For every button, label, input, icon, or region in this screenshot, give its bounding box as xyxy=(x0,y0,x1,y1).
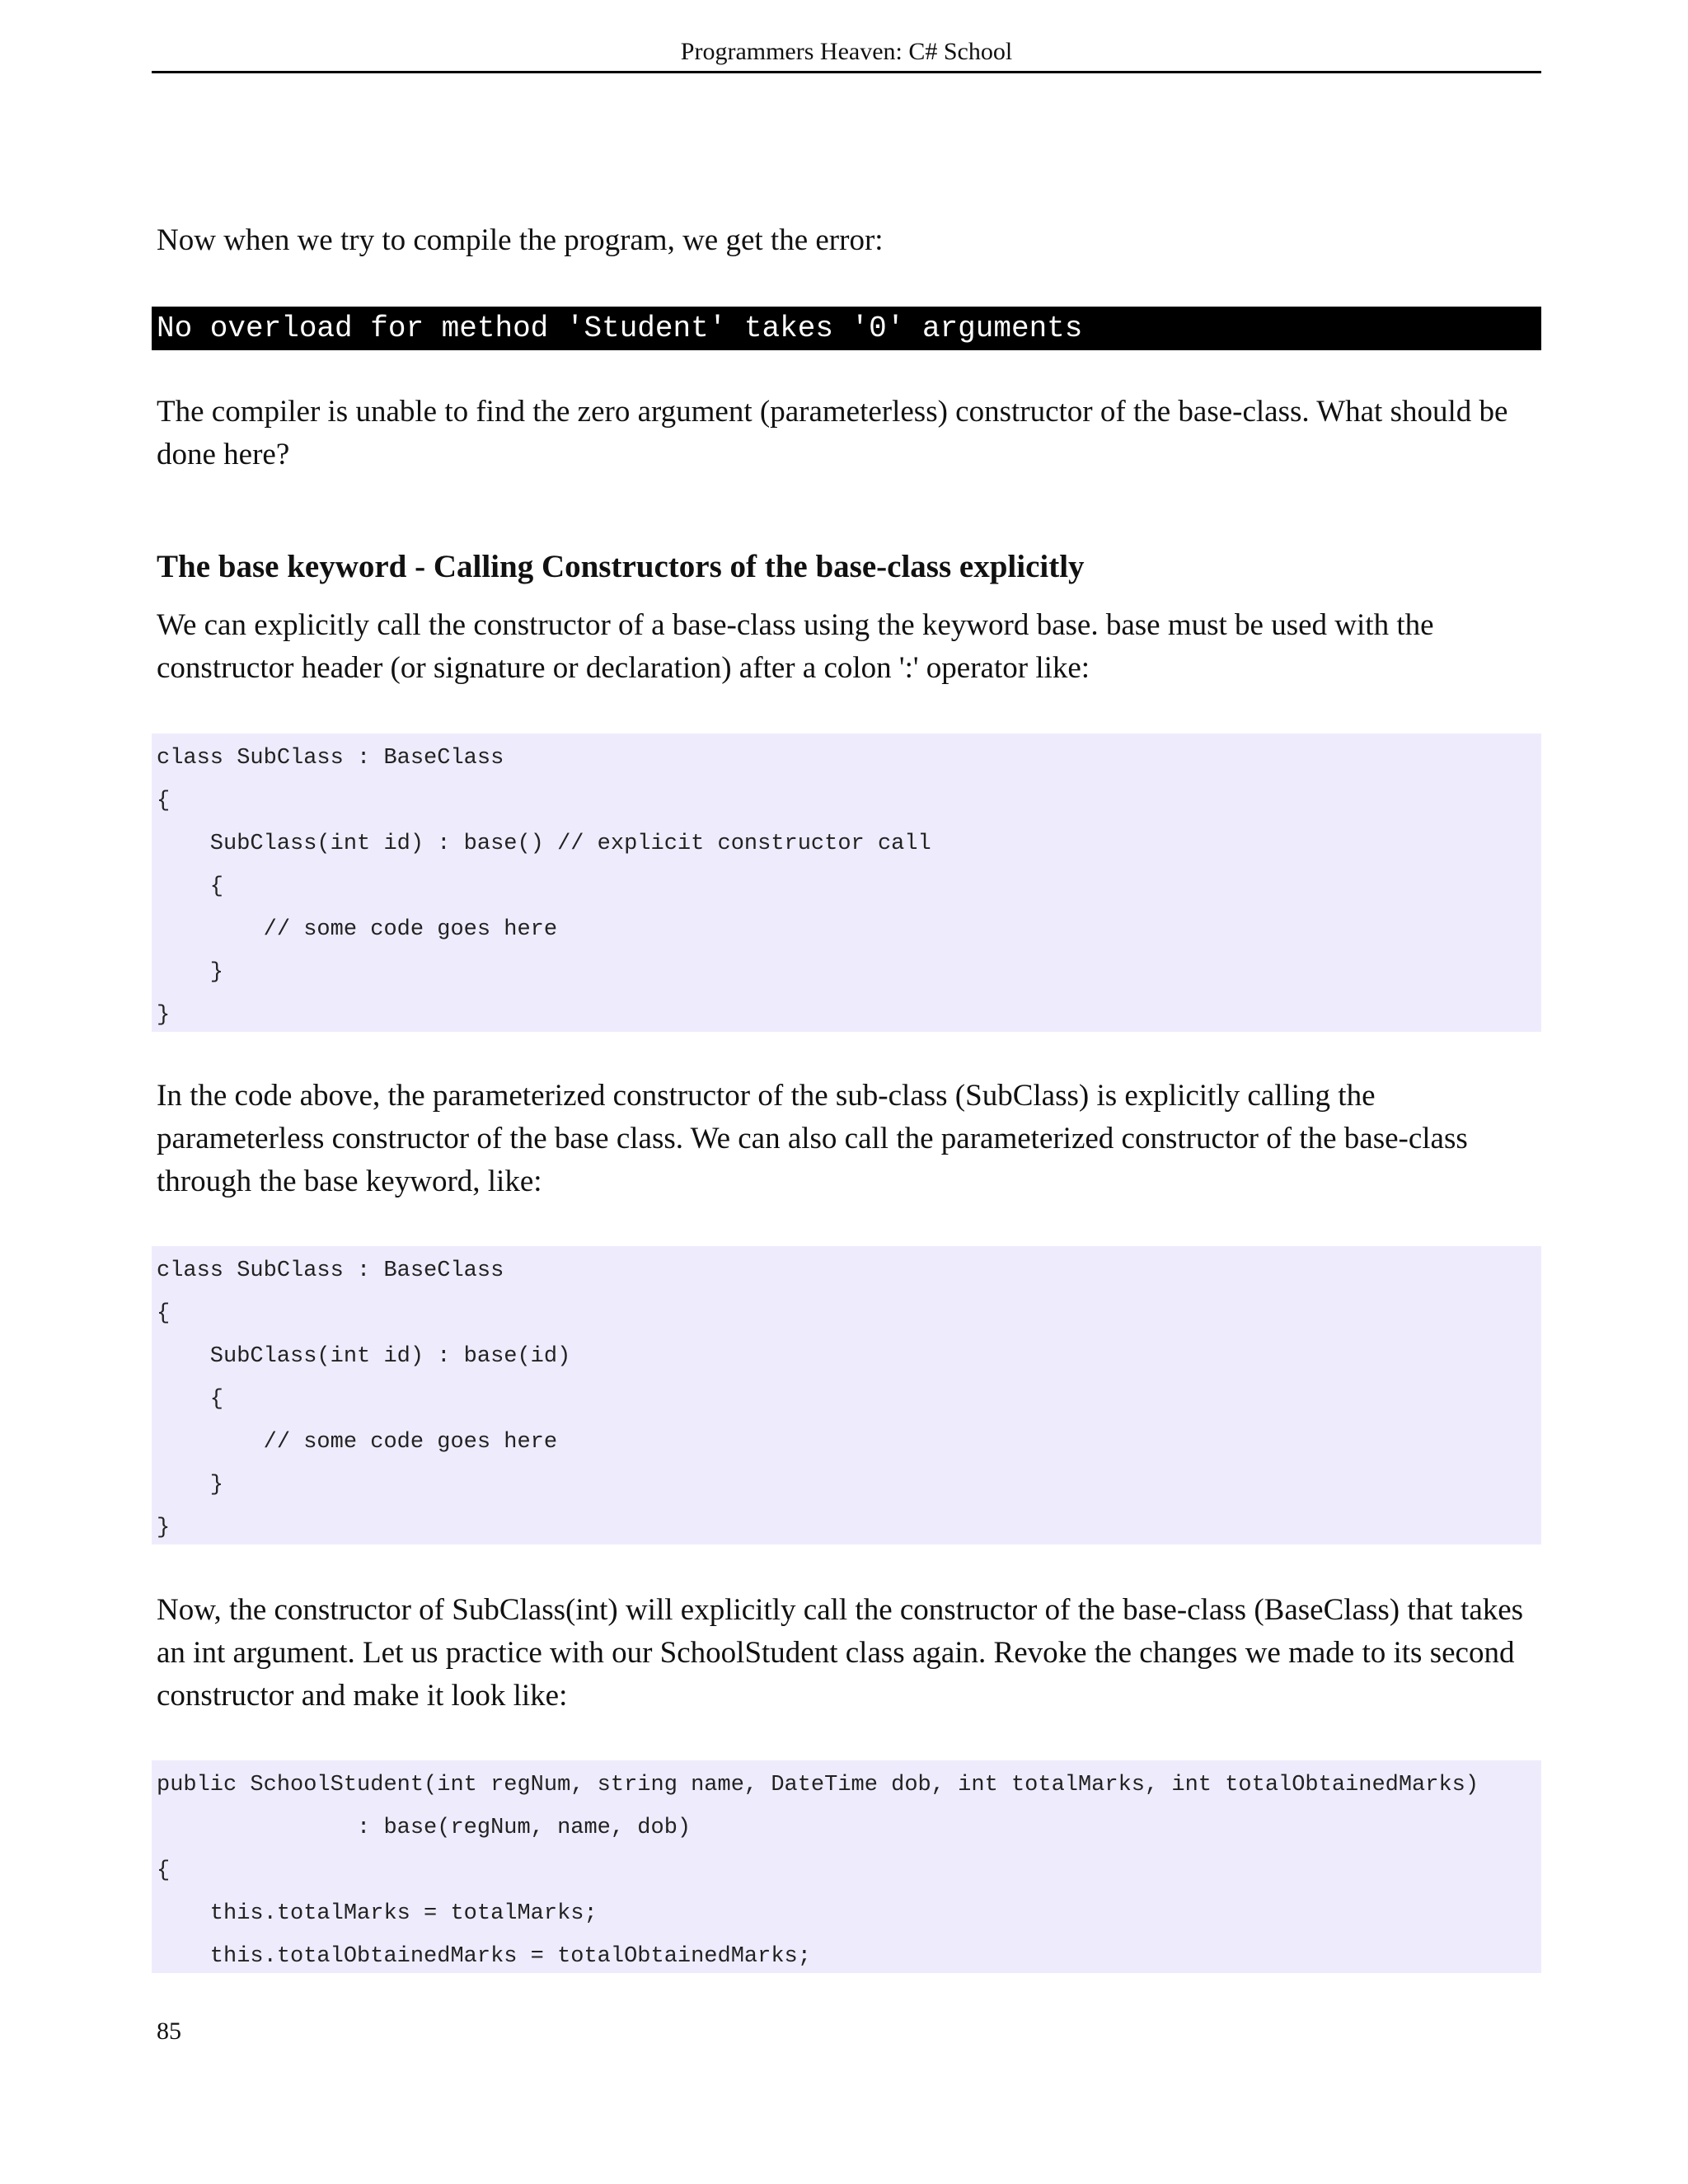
code-line: // some code goes here xyxy=(157,917,558,942)
code-line: public SchoolStudent(int regNum, string name, DateTime dob, int totalMarks, int totalObtainedMarks) xyxy=(157,1773,1479,1797)
code-line: { xyxy=(157,1858,171,1883)
code-line: SubClass(int id) : base(id) xyxy=(157,1344,571,1369)
intro-paragraph: Now when we try to compile the program, we get the error: xyxy=(157,223,884,257)
page-header-title: Programmers Heaven: C# School xyxy=(680,38,1013,65)
code-line: class SubClass : BaseClass xyxy=(157,1258,504,1283)
code-line: { xyxy=(157,1301,171,1326)
code-block-schoolstudent-constructor xyxy=(152,1760,1541,1973)
code2-explanation-paragraph: Now, the constructor of SubClass(int) will explicitly call the constructor of the base-class (BaseClass) that takes an int argument. Let us practice with our SchoolStudent class again. Revoke the changes we made to its second constructor and make it look like: xyxy=(157,1593,1524,1713)
section-heading: The base keyword - Calling Constructors of the base-class explicitly xyxy=(157,549,1085,584)
code1-explanation-paragraph: In the code above, the parameterized constructor of the sub-class (SubClass) is explicitly calling the parameterless constructor of the base class. We can also call the parameterized constructor of the base-class through the base keyword, like: xyxy=(157,1079,1468,1198)
code-line: this.totalObtainedMarks = totalObtainedMarks; xyxy=(157,1944,811,1969)
code-line: } xyxy=(157,960,224,985)
error-message-bar: No overload for method 'Student' takes '0' arguments xyxy=(152,307,1541,350)
code-line: } xyxy=(157,1003,171,1028)
code-line: this.totalMarks = totalMarks; xyxy=(157,1901,598,1926)
page-number: 85 xyxy=(157,2018,181,2045)
code-line: SubClass(int id) : base() // explicit constructor call xyxy=(157,832,931,856)
code-line: { xyxy=(157,874,224,899)
code-line: : base(regNum, name, dob) xyxy=(157,1816,692,1840)
code-line: // some code goes here xyxy=(157,1430,558,1455)
code-block-parameterized-base-call xyxy=(152,1246,1541,1544)
section-intro-paragraph: We can explicitly call the constructor of a base-class using the keyword base. base must be used with the constructor header (or signature or declaration) after a colon ':' operator like: xyxy=(157,608,1434,685)
page-header xyxy=(152,36,1541,73)
code-line: { xyxy=(157,1387,224,1412)
code-line: { xyxy=(157,789,171,813)
explanation-paragraph: The compiler is unable to find the zero argument (parameterless) constructor of the base-class. What should be done here? xyxy=(157,395,1508,471)
code-line: } xyxy=(157,1473,224,1497)
code-line: } xyxy=(157,1516,171,1540)
code-block-explicit-base-call xyxy=(152,733,1541,1032)
code-line: class SubClass : BaseClass xyxy=(157,746,504,771)
